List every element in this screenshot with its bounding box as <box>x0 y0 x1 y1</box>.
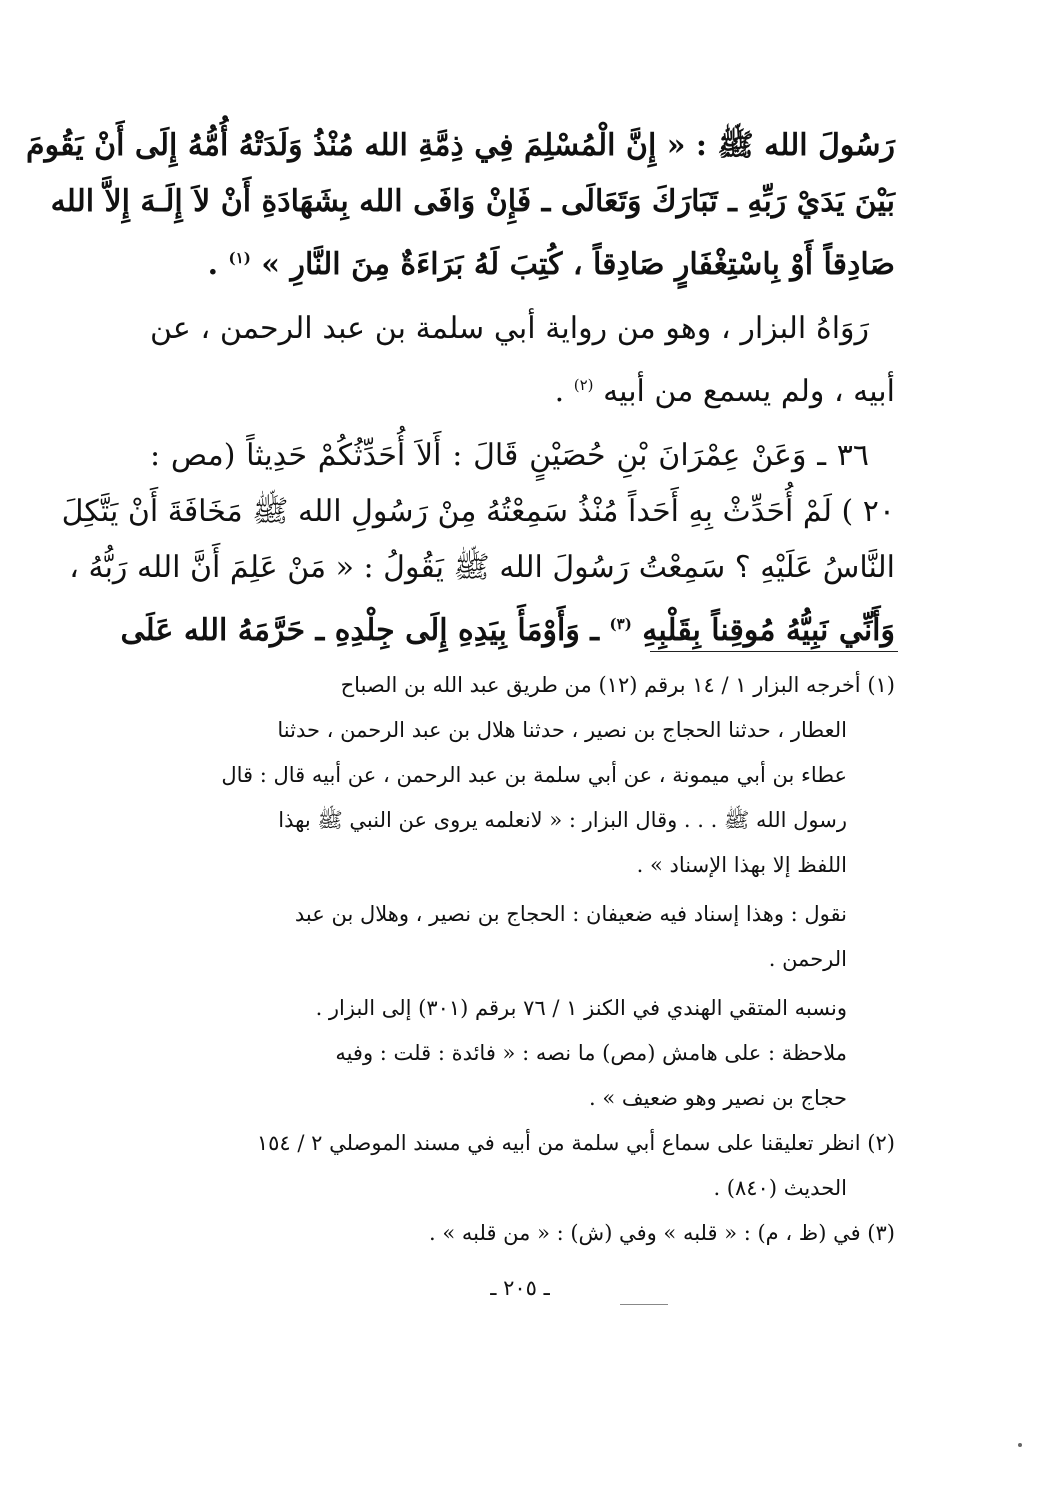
footnote-line: العطار ، حدثنا الحجاج بن نصير ، حدثنا هلال بن عبد الرحمن ، حدثنا <box>277 718 847 742</box>
footnote-line: اللفظ إلا بهذا الإسناد » . <box>636 853 847 877</box>
text-segment: . <box>207 247 229 282</box>
scan-artifact <box>620 1304 668 1305</box>
footnote-line: عطاء بن أبي ميمونة ، عن أبي سلمة بن عبد الرحمن ، عن أبيه قال : قال <box>221 763 847 787</box>
main-text <box>26 118 895 659</box>
footnote-3 <box>150 1211 895 1256</box>
text-line: رَسُولَ الله ﷺ : « إِنَّ الْمُسْلِمَ فِي ذِمَّةِ الله مُنْذُ وَلَدَتْهُ أُمُّهُ إِلَى أَنْ يَقُومَ <box>26 128 895 163</box>
text-segment: أبيه ، ولم يسمع من أبيه <box>603 374 895 409</box>
footnote-line: الرحمن . <box>768 947 847 971</box>
footnote-divider <box>650 651 898 652</box>
scan-speck <box>1018 1443 1022 1447</box>
footnote-1 <box>150 663 895 888</box>
footnote-1-attribution <box>150 986 895 1121</box>
text-line: ٢٠ ) لَمْ أُحَدِّثْ بِهِ أَحَداً مُنْذُ سَمِعْتُهُ مِنْ رَسُولِ الله ﷺ مَخَافَةَ أَنْ يَتَّكِلَ <box>61 494 895 529</box>
footnote-marker: (٣) <box>609 615 632 633</box>
footnote-line: (٣) في (ظ ، م) : « قلبه » وفي (ش) : « من قلبه » . <box>429 1221 895 1245</box>
footnote-line: رسول الله ﷺ . . . وقال البزار : « لانعلمه يروى عن النبي ﷺ بهذا <box>278 808 847 832</box>
footnote-line: ونسبه المتقي الهندي في الكنز ١ / ٧٦ برقم (٣٠١) إلى البزار . <box>315 996 847 1020</box>
text-line <box>150 357 895 420</box>
hadith-paragraph-1 <box>26 118 895 293</box>
footnote-marker: (١) <box>228 249 251 267</box>
text-line: ٣٦ ـ وَعَنْ عِمْرَانَ بْنِ حُصَيْنٍ قَالَ : أَلاَ أُحَدِّثُكُمْ حَدِيثاً (مص : <box>150 438 869 473</box>
footnote-line: ملاحظة : على هامش (مص) ما نصه : « فائدة : قلت : وفيه <box>335 1041 847 1065</box>
page-number: ـ ٢٠٥ ـ <box>490 1276 550 1300</box>
text-segment: وَأَنِّي نَبِيُّهُ مُوقِناً بِقَلْبِهِ <box>642 613 895 648</box>
footnote-line: الحديث (٨٤٠) . <box>713 1176 847 1200</box>
text-line <box>120 596 895 659</box>
text-line: رَوَاهُ البزار ، وهو من رواية أبي سلمة بن عبد الرحمن ، عن <box>150 311 869 346</box>
text-line: النَّاسُ عَلَيْهِ ؟ سَمِعْتُ رَسُولَ الله ﷺ يَقُولُ : « مَنْ عَلِمَ أَنَّ الله رَبُّهُ ، <box>69 550 895 585</box>
footnotes <box>150 663 895 1256</box>
text-line: بَيْنَ يَدَيْ رَبِّهِ ـ تَبَارَكَ وَتَعَالَى ـ فَإِنْ وَافَى الله بِشَهَادَةِ أَنْ لاَ إِلَـهَ إِلاَّ الله <box>50 184 895 219</box>
footnote-line: حجاج بن نصير وهو ضعيف » . <box>589 1086 847 1110</box>
text-line <box>150 230 895 293</box>
commentary-paragraph <box>150 301 895 420</box>
hadith-paragraph-36 <box>61 428 895 659</box>
footnote-2 <box>150 1121 895 1211</box>
text-segment: ـ وَأَوْمَأَ بِيَدِهِ إِلَى جِلْدِهِ ـ حَرَّمَهُ الله عَلَى <box>120 613 610 648</box>
text-segment: . <box>554 374 574 409</box>
text-segment: صَادِقاً أَوْ بِاسْتِغْفَارٍ صَادِقاً ، كُتِبَ لَهُ بَرَاءَةٌ مِنَ النَّارِ » <box>261 247 895 282</box>
footnote-line: (١) أخرجه البزار ١ / ١٤ برقم (١٢) من طريق عبد الله بن الصباح <box>340 673 895 697</box>
footnote-line: نقول : وهذا إسناد فيه ضعيفان : الحجاج بن نصير ، وهلال بن عبد <box>294 902 847 926</box>
footnote-1-note <box>150 892 895 982</box>
footnote-marker: (٢) <box>573 376 594 394</box>
footnote-line: (٢) انظر تعليقنا على سماع أبي سلمة من أبيه في مسند الموصلي ٢ / ١٥٤ <box>256 1131 895 1155</box>
